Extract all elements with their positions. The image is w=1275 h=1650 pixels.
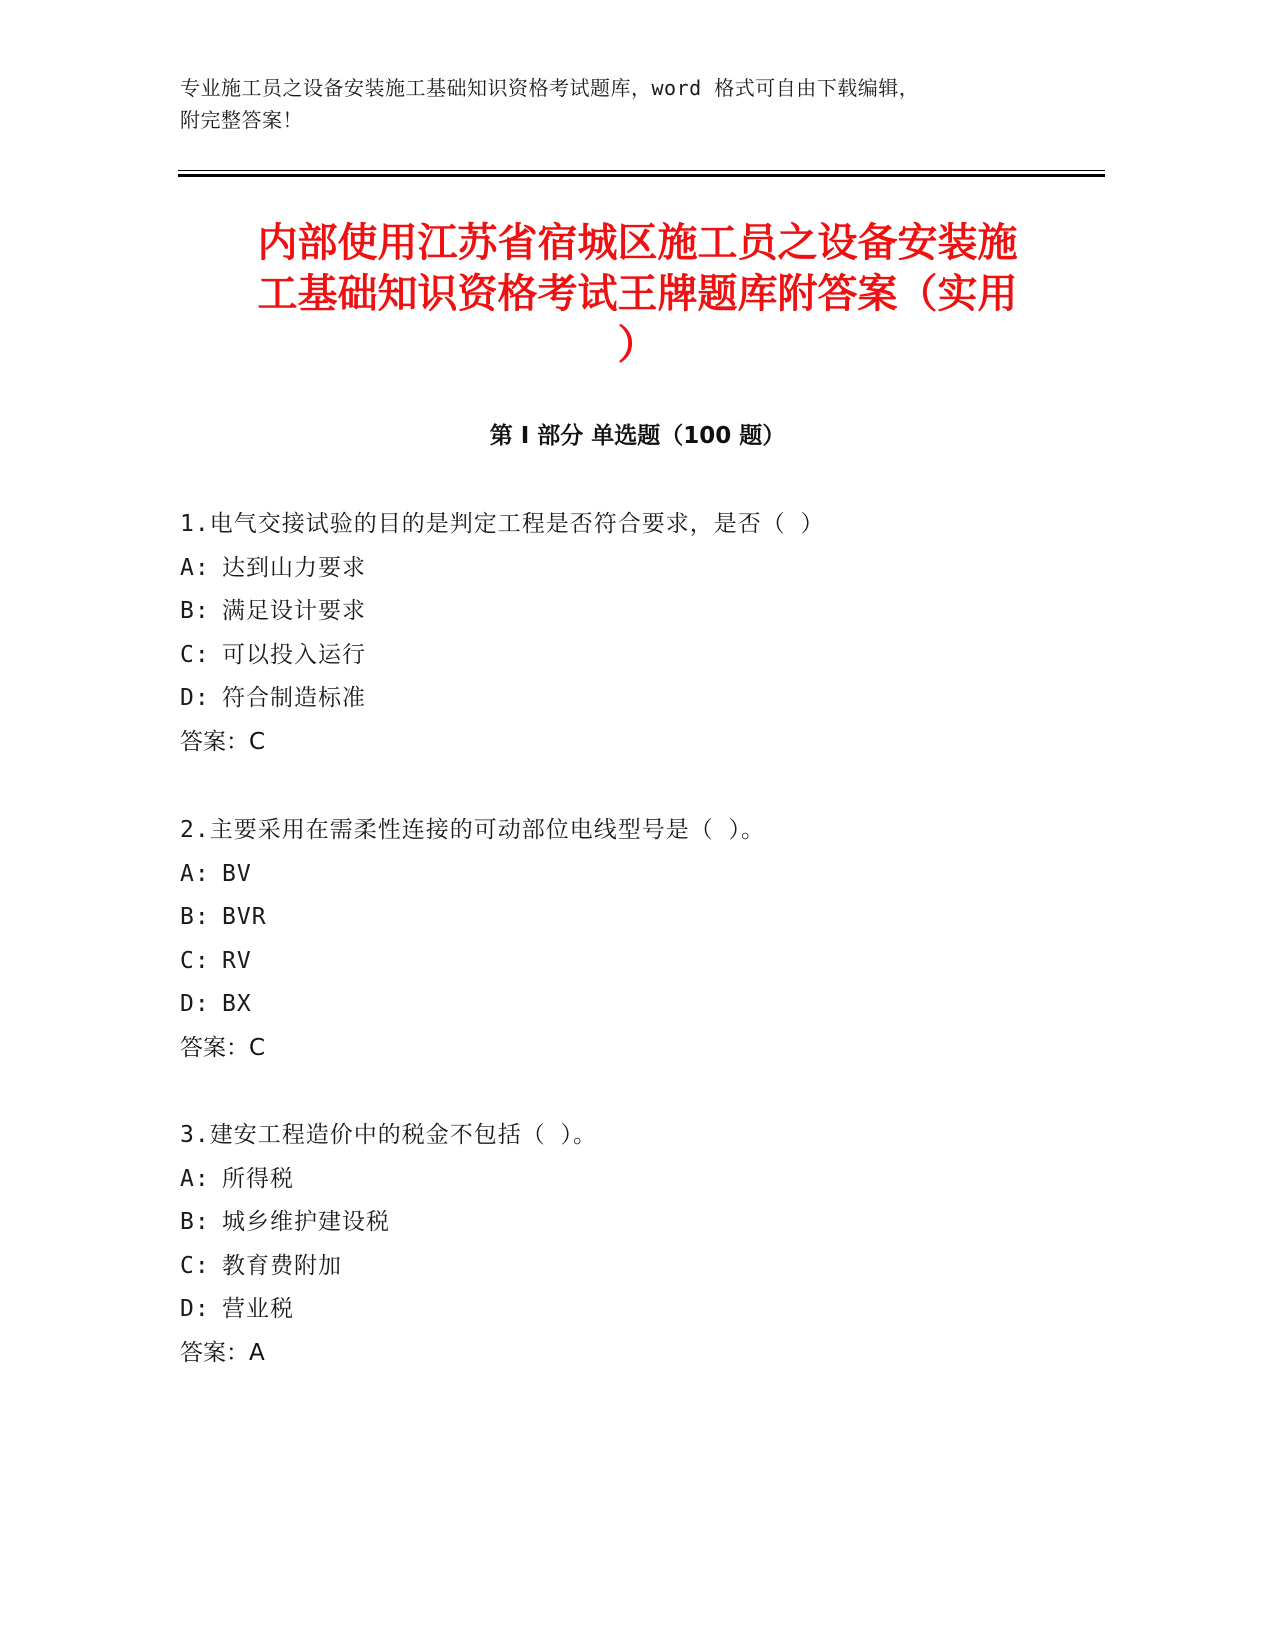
option-a (180, 858, 1100, 890)
answer: 答案：C (180, 729, 266, 755)
option-key: C: (180, 1252, 210, 1279)
option-c (180, 639, 1100, 671)
option-text: 城乡维护建设税 (222, 1209, 390, 1235)
option-text: 符合制造标准 (222, 685, 366, 711)
header-note-line-1: 专业施工员之设备安装施工基础知识资格考试题库，word 格式可自由下载编辑， (180, 76, 920, 100)
section-heading: 第 I 部分 单选题（100 题） (489, 423, 786, 449)
document-title (180, 218, 1095, 371)
header-divider-thin (178, 170, 1105, 171)
header-note (180, 72, 1100, 136)
option-b (180, 1206, 1100, 1238)
option-text: RV (222, 947, 252, 974)
question-3 (180, 1119, 1100, 1369)
header-divider-thick (178, 174, 1105, 177)
option-text: 可以投入运行 (222, 641, 366, 668)
option-text: BX (222, 991, 252, 1017)
option-key: B: (180, 904, 210, 930)
question-stem: 2.主要采用在需柔性连接的可动部位电线型号是（ ）。 (180, 817, 766, 843)
document-title-line-3: ） (617, 322, 658, 368)
option-text: 营业税 (222, 1296, 294, 1322)
question-2 (180, 814, 1100, 1064)
question-stem: 1.电气交接试验的目的是判定工程是否符合要求，是否（ ） (180, 511, 825, 537)
option-key: D: (180, 685, 210, 711)
option-a (180, 1163, 1100, 1195)
option-text: BVR (222, 904, 267, 930)
document-title-line-2: 工基础知识资格考试王牌题库附答案（实用 (257, 271, 1018, 317)
option-d (180, 1293, 1100, 1325)
option-key: D: (180, 991, 210, 1017)
option-b (180, 901, 1100, 933)
option-text: 满足设计要求 (222, 598, 366, 624)
option-text: BV (222, 860, 252, 887)
option-a (180, 552, 1100, 584)
option-d (180, 682, 1100, 714)
option-c (180, 1250, 1100, 1282)
option-d (180, 988, 1100, 1020)
option-key: C: (180, 947, 210, 974)
option-key: C: (180, 641, 210, 668)
question-1 (180, 508, 1100, 758)
option-key: B: (180, 1209, 210, 1235)
option-b (180, 595, 1100, 627)
option-text: 教育费附加 (222, 1252, 342, 1279)
document-title-line-1: 内部使用江苏省宿城区施工员之设备安装施 (257, 220, 1018, 266)
question-stem: 3.建安工程造价中的税金不包括（ ）。 (180, 1122, 598, 1148)
answer: 答案：C (180, 1035, 266, 1061)
option-text: 达到山力要求 (222, 554, 366, 581)
header-note-line-2: 附完整答案！ (180, 108, 303, 132)
option-key: A: (180, 1165, 210, 1192)
option-text: 所得税 (222, 1165, 294, 1192)
option-key: D: (180, 1296, 210, 1322)
option-c (180, 945, 1100, 977)
answer: 答案：A (180, 1340, 265, 1366)
option-key: A: (180, 860, 210, 887)
option-key: B: (180, 598, 210, 624)
option-key: A: (180, 554, 210, 581)
